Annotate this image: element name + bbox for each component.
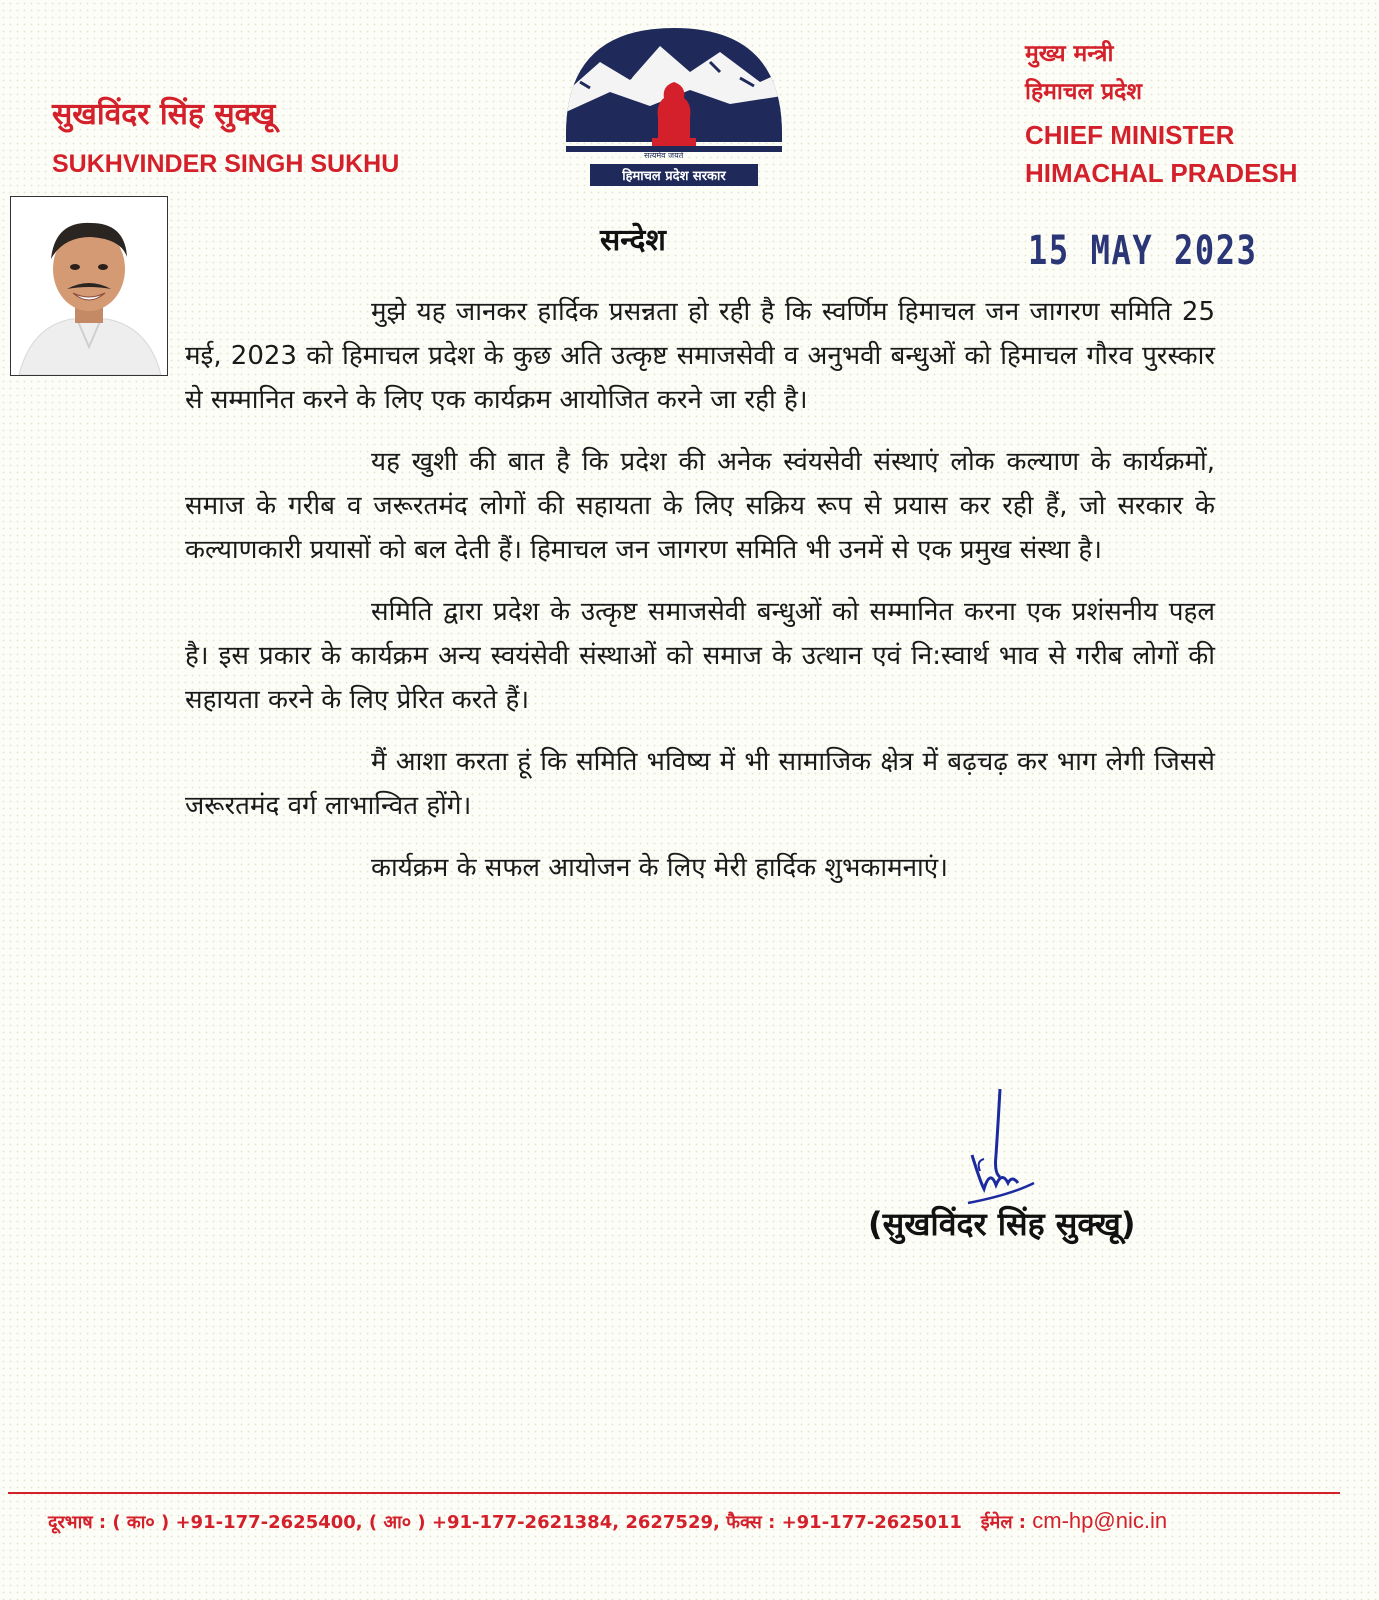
- emblem-motto: सत्यमेव जयते: [644, 151, 684, 160]
- footer-divider: [8, 1492, 1340, 1494]
- message-paragraph: कार्यक्रम के सफल आयोजन के लिए मेरी हार्दिक शुभकामनाएं।: [371, 853, 949, 883]
- name-hindi: सुखविंदर सिंह सुक्खू: [52, 97, 276, 132]
- state-emblem: [560, 22, 788, 192]
- designation-hindi-line1: मुख्य मन्त्री: [1025, 41, 1114, 67]
- designation-english-line2: HIMACHAL PRADESH: [1025, 158, 1298, 188]
- footer-email-label: ईमेल :: [980, 1512, 1026, 1533]
- name-english: SUKHVINDER SINGH SUKHU: [52, 150, 400, 178]
- portrait-image: [11, 197, 167, 375]
- footer-contact: [48, 1508, 1167, 1534]
- handwritten-signature: [950, 1085, 1070, 1215]
- message-paragraph: समिति द्वारा प्रदेश के उत्कृष्ट समाजसेवी बन्धुओं को सम्मानित करना एक प्रशंसनीय पहल है। इस प्रकार के कार्यक्रम अन्य स्वयंसेवी संस्थाओं को समाज के उत्थान एवं नि:स्वार्थ भाव से गरीब लोगों की सहायता करने के लिए प्रेरित करते हैं।: [185, 597, 1215, 715]
- message-paragraph: मुझे यह जानकर हार्दिक प्रसन्नता हो रही है कि स्वर्णिम हिमाचल जन जागरण समिति 25 मई, 2023 को हिमाचल प्रदेश के कुछ अति उत्कृष्ट समाजसेवी व अनुभवी बन्धुओं को हिमाचल गौरव पुरस्कार से सम्मानित करने के लिए एक कार्यक्रम आयोजित करने जा रही है।: [185, 297, 1215, 415]
- message-paragraph: मैं आशा करता हूं कि समिति भविष्य में भी सामाजिक क्षेत्र में बढ़चढ़ कर भाग लेगी जिससे जरूरतमंद वर्ग लाभान्वित होंगे।: [185, 747, 1215, 821]
- date-stamp: 15 MAY 2023: [1028, 228, 1258, 274]
- signatory-name: (सुखविंदर सिंह सुक्खू): [868, 1205, 1136, 1243]
- footer-email: cm-hp@nic.in: [1032, 1508, 1168, 1533]
- footer-phone-fax: दूरभाष : ( का० ) +91-177-2625400, ( आ० ) +91-177-2621384, 2627529, फैक्स : +91-177-2625011: [48, 1512, 962, 1533]
- message-title: सन्देश: [600, 223, 666, 258]
- message-body: [185, 290, 1215, 908]
- emblem-label: हिमाचल प्रदेश सरकार: [622, 169, 726, 184]
- portrait-photo: [10, 196, 168, 376]
- designation-hindi-line2: हिमाचल प्रदेश: [1025, 79, 1143, 105]
- designation-english-line1: CHIEF MINISTER: [1025, 120, 1235, 150]
- message-paragraph: यह खुशी की बात है कि प्रदेश की अनेक स्वंयसेवी संस्थाएं लोक कल्याण के कार्यक्रमों, समाज के गरीब व जरूरतमंद लोगों की सहायता के लिए सक्रिय रूप से प्रयास कर रही हैं, जो सरकार के कल्याणकारी प्रयासों को बल देती हैं। हिमाचल जन जागरण समिति भी उनमें से एक प्रमुख संस्था है।: [185, 447, 1215, 565]
